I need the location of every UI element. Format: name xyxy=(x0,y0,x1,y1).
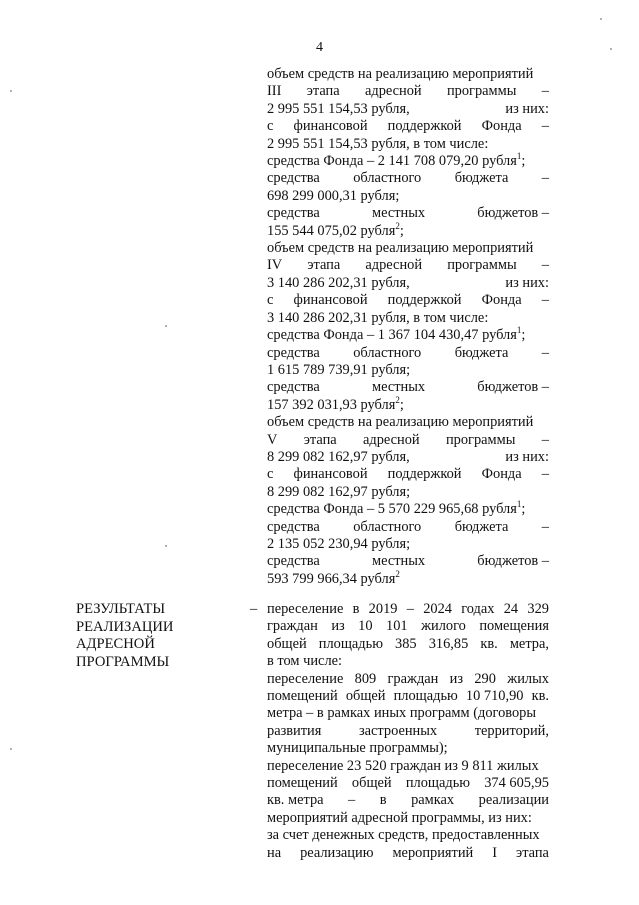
text-word: областного xyxy=(353,170,422,187)
text-word: Фонда xyxy=(481,118,522,135)
text-line xyxy=(267,705,549,722)
text-word: поддержкой xyxy=(387,118,462,135)
text-word: мероприятий адресной программы, из них: xyxy=(267,809,532,826)
text-word: из xyxy=(331,618,345,635)
text-word: из них: xyxy=(505,448,549,465)
text-word: адресной xyxy=(364,83,422,100)
text-word: объем средств на реализацию мероприятий xyxy=(267,240,534,257)
scan-speck xyxy=(165,545,167,547)
text-line xyxy=(267,484,549,501)
text-word: 2019 xyxy=(368,601,398,617)
text-word: финансовой xyxy=(293,466,368,483)
text-word: граждан xyxy=(267,618,318,635)
text-line xyxy=(267,601,549,618)
text-line xyxy=(267,136,549,153)
text-word: с xyxy=(267,118,274,135)
scan-speck xyxy=(10,90,12,92)
scan-speck xyxy=(600,18,602,20)
text-word: 385 xyxy=(395,635,417,652)
footnote-punct: ; xyxy=(521,327,526,344)
text-word: – xyxy=(541,83,549,100)
text-word: этапа xyxy=(306,83,340,100)
text-word: площадью xyxy=(405,775,471,792)
text-line xyxy=(267,310,549,327)
results-label-line: РЕЗУЛЬТАТЫ xyxy=(76,601,166,617)
text-word: муниципальные программы); xyxy=(267,740,448,757)
results-label-line: РЕАЛИЗАЦИИ xyxy=(76,618,174,635)
text-word: местных xyxy=(371,553,426,570)
text-line xyxy=(267,792,549,809)
text-word: средства Фонда – 2 141 708 079,20 рубля$^1$; xyxy=(267,151,526,170)
text-word: из них: xyxy=(505,100,549,117)
text-word: 2 135 052 230,94 рубля; xyxy=(267,535,411,552)
text-line xyxy=(267,327,549,344)
text-word: программы xyxy=(447,257,517,274)
text-word: – xyxy=(541,257,549,274)
text-word: 155 544 075,02 рубля$^2$; xyxy=(267,220,404,239)
text-line xyxy=(267,379,549,396)
text-word: кв. xyxy=(480,635,498,652)
text-line xyxy=(267,362,549,379)
scan-speck xyxy=(10,748,12,750)
text-word: 290 xyxy=(474,670,496,687)
text-word: 2024 xyxy=(423,601,452,617)
text-line xyxy=(267,292,549,309)
text-word: программы xyxy=(445,431,516,448)
text-word: в xyxy=(379,792,387,809)
text-word: площадью xyxy=(318,635,383,652)
text-line xyxy=(267,723,549,740)
text-word: средства xyxy=(267,518,320,535)
text-word: IV xyxy=(267,257,283,274)
text-word: 101 xyxy=(386,618,408,635)
footnote-mark: 2 xyxy=(395,220,400,231)
text-word: адресной xyxy=(363,431,420,448)
text-word: мероприятий xyxy=(392,844,474,861)
text-line xyxy=(267,432,549,449)
text-line xyxy=(267,553,549,570)
footnote-mark: 2 xyxy=(395,568,400,579)
text-word: III xyxy=(267,83,282,100)
text-line xyxy=(267,688,549,705)
text-word: 316,85 xyxy=(428,635,469,652)
text-line xyxy=(267,671,549,688)
text-word: средства xyxy=(267,553,320,570)
text-word: – xyxy=(541,170,549,187)
text-line xyxy=(267,758,549,775)
footnote-punct: ; xyxy=(521,501,526,518)
text-word: рамках xyxy=(411,792,455,809)
text-word: территорий, xyxy=(474,722,549,739)
text-word: помещений xyxy=(267,775,338,792)
text-word: с xyxy=(267,466,274,483)
text-line xyxy=(267,240,549,257)
text-line xyxy=(267,740,549,757)
results-label-line: ПРОГРАММЫ xyxy=(76,653,170,670)
text-word: этапа xyxy=(516,844,549,861)
text-word: этапа xyxy=(303,431,337,448)
text-word: Фонда xyxy=(481,292,522,309)
text-word: бюджета xyxy=(454,518,509,535)
text-word: 24 xyxy=(503,601,519,617)
text-word: бюджетов – xyxy=(477,553,549,570)
text-word: – xyxy=(541,466,549,483)
text-word: – xyxy=(541,518,549,535)
text-word: с xyxy=(267,292,274,309)
text-word: этапа xyxy=(307,257,341,274)
text-word: местных xyxy=(371,205,426,222)
text-word: застроенных xyxy=(358,722,438,739)
text-word: средства Фонда – 1 367 104 430,47 рубля$^1$; xyxy=(267,325,526,344)
text-line xyxy=(267,220,549,240)
text-word: за счет денежных средств, предоставленных xyxy=(267,827,540,844)
text-line xyxy=(267,536,549,553)
text-word: из них: xyxy=(505,274,549,291)
text-word: переселение xyxy=(267,670,344,687)
text-word: 157 392 031,93 рубля$^2$; xyxy=(267,394,404,413)
text-word: 8 299 082 162,97 рубля, xyxy=(267,448,410,465)
text-word: бюджетов – xyxy=(477,205,549,222)
footnote-mark: 1 xyxy=(516,499,522,510)
text-word: 593 799 966,34 рубля$^2$ xyxy=(267,568,400,587)
text-word: 374 605,95 xyxy=(484,775,549,792)
text-word: граждан xyxy=(387,670,439,687)
text-line xyxy=(267,636,549,653)
text-word: местных xyxy=(371,379,426,396)
text-word: годах xyxy=(461,601,495,617)
text-word: – xyxy=(348,792,356,809)
text-word: Фонда xyxy=(481,466,522,483)
text-word: развития xyxy=(267,722,322,739)
text-word: помещений xyxy=(267,688,338,705)
text-line xyxy=(267,827,549,844)
scan-speck xyxy=(610,48,612,50)
text-word: 10 710,90 xyxy=(465,688,524,705)
results-text xyxy=(267,601,549,862)
text-word: 2 995 551 154,53 рубля, в том числе: xyxy=(267,135,489,152)
text-word: поддержкой xyxy=(387,466,462,483)
footnote-punct: ; xyxy=(399,222,404,239)
text-word: адресной xyxy=(365,257,423,274)
text-line xyxy=(267,101,549,118)
text-word: помещения xyxy=(479,618,549,635)
text-word: метра, xyxy=(509,635,549,652)
results-dash: – xyxy=(250,601,258,617)
text-line xyxy=(267,568,549,588)
text-line xyxy=(267,345,549,362)
text-word: бюджета xyxy=(454,344,509,361)
text-word: кв. метра xyxy=(267,792,324,809)
text-word: средства xyxy=(267,205,320,222)
footnote-mark: 1 xyxy=(516,325,522,336)
text-word: общей xyxy=(267,635,307,652)
text-word: 3 140 286 202,31 рубля, xyxy=(267,274,410,291)
text-word: 8 299 082 162,97 рубля; xyxy=(267,483,411,500)
text-word: 329 xyxy=(527,601,549,617)
text-line xyxy=(267,466,549,483)
text-word: 3 140 286 202,31 рубля, в том числе: xyxy=(267,309,489,326)
text-word: кв. xyxy=(531,688,549,705)
text-word: объем средств на реализацию мероприятий xyxy=(267,66,534,82)
text-word: 809 xyxy=(354,670,377,687)
text-word: метра – в рамках иных программ (договоры xyxy=(267,705,537,722)
text-word: 10 xyxy=(358,618,373,635)
text-line xyxy=(267,205,549,222)
text-word: – xyxy=(541,344,549,361)
text-word: реализацию xyxy=(300,844,374,861)
results-label-line: АДРЕСНОЙ xyxy=(76,636,155,653)
results-label xyxy=(76,601,226,671)
text-word: в xyxy=(352,601,360,617)
text-word: поддержкой xyxy=(387,292,462,309)
text-word: 698 299 000,31 рубля; xyxy=(267,187,400,204)
footnote-punct: ; xyxy=(399,396,404,413)
text-line xyxy=(267,83,549,100)
text-line xyxy=(267,394,549,414)
text-word: объем средств на реализацию мероприятий xyxy=(267,414,534,431)
text-word: средства xyxy=(267,344,320,361)
text-word: V xyxy=(267,431,278,448)
text-word: финансовой xyxy=(293,292,368,309)
text-word: переселение 23 520 граждан из 9 811 жилых xyxy=(267,757,539,774)
text-line xyxy=(267,66,549,83)
text-line xyxy=(267,153,549,170)
text-line xyxy=(267,519,549,536)
text-line xyxy=(267,170,549,187)
text-word: площадью xyxy=(393,688,458,705)
text-line xyxy=(267,501,549,518)
text-word: бюджета xyxy=(454,170,509,187)
text-word: средства xyxy=(267,170,320,187)
text-word: – xyxy=(541,431,549,448)
page-number: 4 xyxy=(316,40,323,55)
text-word: реализации xyxy=(478,792,549,809)
text-line xyxy=(267,118,549,135)
footnote-punct: ; xyxy=(521,153,526,170)
text-word: общей xyxy=(345,688,386,705)
text-line xyxy=(267,257,549,274)
text-word: финансовой xyxy=(293,118,368,135)
text-line xyxy=(267,275,549,292)
text-word: – xyxy=(541,118,549,135)
text-word: из xyxy=(449,670,464,687)
text-word: в том числе: xyxy=(267,653,343,670)
scan-speck xyxy=(165,325,167,327)
text-word: I xyxy=(492,844,498,861)
text-word: бюджетов – xyxy=(477,379,549,396)
text-line xyxy=(267,845,549,862)
text-word: общей xyxy=(351,775,392,792)
text-word: на xyxy=(267,844,282,861)
text-word: средства Фонда – 5 570 229 965,68 рубля$^1$; xyxy=(267,499,526,518)
text-word: переселение xyxy=(267,601,344,617)
text-word: средства xyxy=(267,379,320,396)
footnote-mark: 1 xyxy=(516,151,522,162)
text-line xyxy=(267,618,549,635)
funding-volume-text xyxy=(267,66,549,588)
text-word: – xyxy=(406,601,414,617)
footnote-mark: 2 xyxy=(395,394,400,405)
text-word: 2 995 551 154,53 рубля, xyxy=(267,100,410,117)
text-word: – xyxy=(541,292,549,309)
text-word: жилого xyxy=(421,618,466,635)
text-line xyxy=(267,414,549,431)
text-word: жилых xyxy=(507,670,549,687)
text-word: областного xyxy=(353,344,422,361)
text-line xyxy=(267,775,549,792)
text-word: областного xyxy=(353,518,422,535)
text-word: 1 615 789 739,91 рубля; xyxy=(267,361,411,378)
text-line xyxy=(267,810,549,827)
text-word: программы xyxy=(446,83,517,100)
text-line xyxy=(267,188,549,205)
text-line xyxy=(267,653,549,670)
text-line xyxy=(267,449,549,466)
